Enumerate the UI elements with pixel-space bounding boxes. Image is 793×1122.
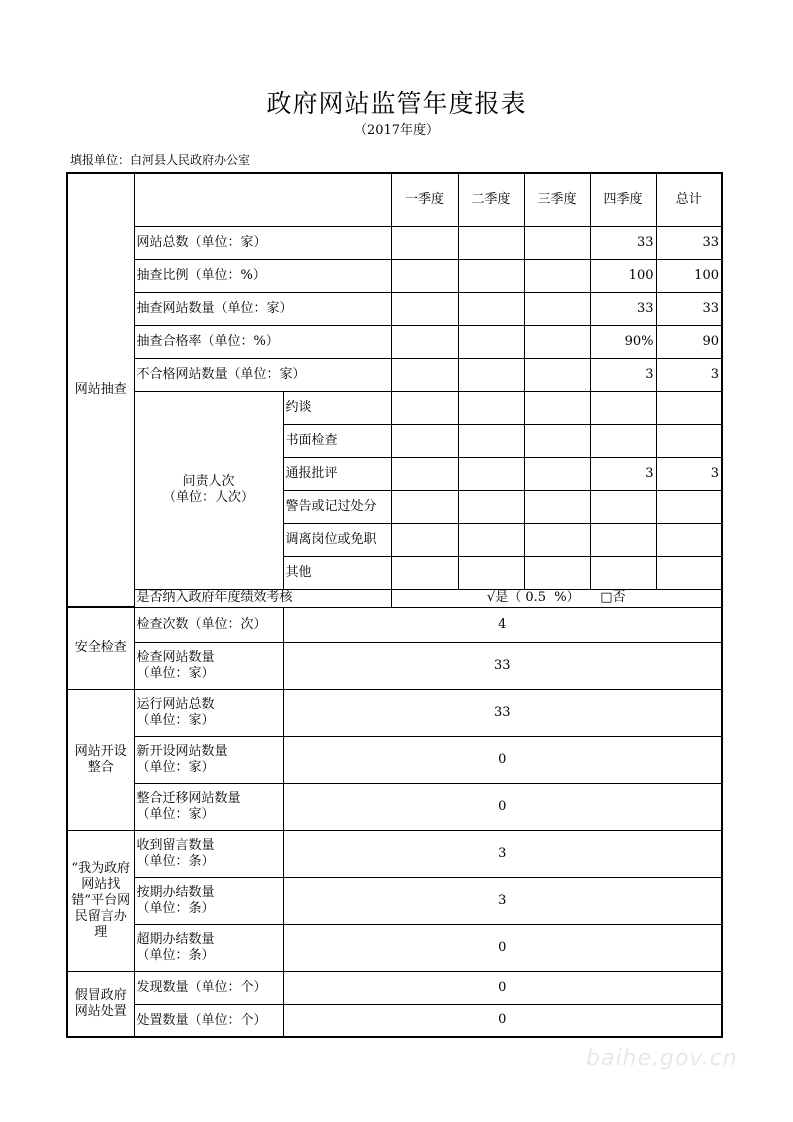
accountability-item-label: 通报批评 <box>283 457 391 490</box>
cell-q4: 3 <box>590 457 656 490</box>
col-q1: 一季度 <box>391 173 458 226</box>
accountability-item-label: 调离岗位或免职 <box>283 523 391 556</box>
table-row <box>67 259 722 292</box>
row-label: 超期办结数量 （单位：条） <box>134 924 283 971</box>
cell-q4 <box>590 490 656 523</box>
row-value: 4 <box>283 607 722 642</box>
cell-q3 <box>524 556 590 589</box>
col-total: 总计 <box>656 173 722 226</box>
section-security: 安全检查 <box>67 607 134 689</box>
cell-q3 <box>524 358 590 391</box>
row-value: 0 <box>283 971 722 1004</box>
section-spot-check: 网站抽查 <box>67 173 134 607</box>
row-label: 按期办结数量 （单位：条） <box>134 877 283 924</box>
cell-q2 <box>458 358 524 391</box>
cell-q1 <box>391 391 458 424</box>
row-label: 抽查合格率（单位：%） <box>134 325 391 358</box>
cell-q2 <box>458 259 524 292</box>
row-label: 抽查比例（单位：%） <box>134 259 391 292</box>
cell-q1 <box>391 358 458 391</box>
cell-q2 <box>458 325 524 358</box>
cell-total: 3 <box>656 457 722 490</box>
report-table <box>66 172 723 1038</box>
table-row <box>67 325 722 358</box>
row-label: 检查网站数量 （单位：家） <box>134 642 283 689</box>
accountability-item-label: 警告或记过处分 <box>283 490 391 523</box>
cell-q1 <box>391 292 458 325</box>
cell-q2 <box>458 523 524 556</box>
cell-total: 33 <box>656 292 722 325</box>
row-value: 0 <box>283 783 722 830</box>
row-value: 33 <box>283 689 722 736</box>
cell-total: 3 <box>656 358 722 391</box>
table-row <box>67 736 722 783</box>
row-value: 3 <box>283 877 722 924</box>
cell-q3 <box>524 259 590 292</box>
col-q4: 四季度 <box>590 173 656 226</box>
col-q2: 二季度 <box>458 173 524 226</box>
cell-q4 <box>590 556 656 589</box>
col-q3: 三季度 <box>524 173 590 226</box>
row-value: 0 <box>283 1004 722 1037</box>
header-blank-cell <box>134 173 391 226</box>
row-label: 网站总数（单位：家） <box>134 226 391 259</box>
table-row <box>67 783 722 830</box>
cell-q3 <box>524 424 590 457</box>
cell-q4 <box>590 523 656 556</box>
table-row <box>67 642 722 689</box>
row-label: 处置数量（单位：个） <box>134 1004 283 1037</box>
row-value: 0 <box>283 924 722 971</box>
row-value: 0 <box>283 736 722 783</box>
row-label: 发现数量（单位：个） <box>134 971 283 1004</box>
cell-total <box>656 490 722 523</box>
cell-total <box>656 523 722 556</box>
cell-q1 <box>391 490 458 523</box>
table-row <box>67 607 722 642</box>
row-label: 检查次数（单位：次） <box>134 607 283 642</box>
reporting-unit: 填报单位：白河县人民政府办公室 <box>70 153 251 167</box>
table-row <box>67 589 722 607</box>
accountability-label-line2: （单位：人次） <box>162 490 254 505</box>
cell-q1 <box>391 325 458 358</box>
section-messages: “我为政府网站找错”平台网民留言办理 <box>67 830 134 971</box>
table-row <box>67 830 722 877</box>
cell-q3 <box>524 490 590 523</box>
row-value: 3 <box>283 830 722 877</box>
row-label: 新开设网站数量 （单位：家） <box>134 736 283 783</box>
table-row <box>67 877 722 924</box>
cell-total <box>656 424 722 457</box>
cell-q3 <box>524 457 590 490</box>
table-row <box>67 924 722 971</box>
cell-total <box>656 556 722 589</box>
cell-q3 <box>524 391 590 424</box>
row-label: 不合格网站数量（单位：家） <box>134 358 391 391</box>
table-row <box>67 391 722 424</box>
performance-value: √是（ 0.5 %） □否 <box>391 589 722 607</box>
table-row <box>67 971 722 1004</box>
cell-q4: 90% <box>590 325 656 358</box>
cell-q4 <box>590 391 656 424</box>
table-row <box>67 226 722 259</box>
cell-total <box>656 391 722 424</box>
cell-q2 <box>458 226 524 259</box>
accountability-item-label: 其他 <box>283 556 391 589</box>
cell-q4: 33 <box>590 226 656 259</box>
cell-q1 <box>391 457 458 490</box>
cell-total: 100 <box>656 259 722 292</box>
row-label: 运行网站总数 （单位：家） <box>134 689 283 736</box>
cell-q2 <box>458 292 524 325</box>
performance-label: 是否纳入政府年度绩效考核 <box>134 589 391 607</box>
cell-q4 <box>590 424 656 457</box>
cell-q1 <box>391 556 458 589</box>
cell-q3 <box>524 523 590 556</box>
table-row <box>67 292 722 325</box>
accountability-item-label: 书面检查 <box>283 424 391 457</box>
accountability-item-label: 约谈 <box>283 391 391 424</box>
accountability-label <box>134 391 283 589</box>
cell-q1 <box>391 523 458 556</box>
section-fake-sites: 假冒政府网站处置 <box>67 971 134 1037</box>
row-value: 33 <box>283 642 722 689</box>
cell-q2 <box>458 424 524 457</box>
cell-total: 33 <box>656 226 722 259</box>
cell-q4: 33 <box>590 292 656 325</box>
page-title: 政府网站监管年度报表 <box>266 89 527 118</box>
row-label: 抽查网站数量（单位：家） <box>134 292 391 325</box>
row-label: 收到留言数量 （单位：条） <box>134 830 283 877</box>
cell-q1 <box>391 424 458 457</box>
cell-q2 <box>458 457 524 490</box>
cell-q3 <box>524 226 590 259</box>
cell-total: 90 <box>656 325 722 358</box>
cell-q4: 100 <box>590 259 656 292</box>
page-subtitle: （2017年度） <box>353 123 440 138</box>
cell-q1 <box>391 259 458 292</box>
site-watermark: baihe.gov.cn <box>586 1046 738 1071</box>
cell-q2 <box>458 490 524 523</box>
table-row <box>67 689 722 736</box>
cell-q4: 3 <box>590 358 656 391</box>
table-row <box>67 358 722 391</box>
cell-q1 <box>391 226 458 259</box>
section-consolidation: 网站开设整合 <box>67 689 134 830</box>
cell-q2 <box>458 556 524 589</box>
row-label: 整合迁移网站数量 （单位：家） <box>134 783 283 830</box>
cell-q3 <box>524 325 590 358</box>
cell-q3 <box>524 292 590 325</box>
accountability-label-line1: 问责人次 <box>182 474 235 489</box>
table-row <box>67 1004 722 1037</box>
cell-q2 <box>458 391 524 424</box>
